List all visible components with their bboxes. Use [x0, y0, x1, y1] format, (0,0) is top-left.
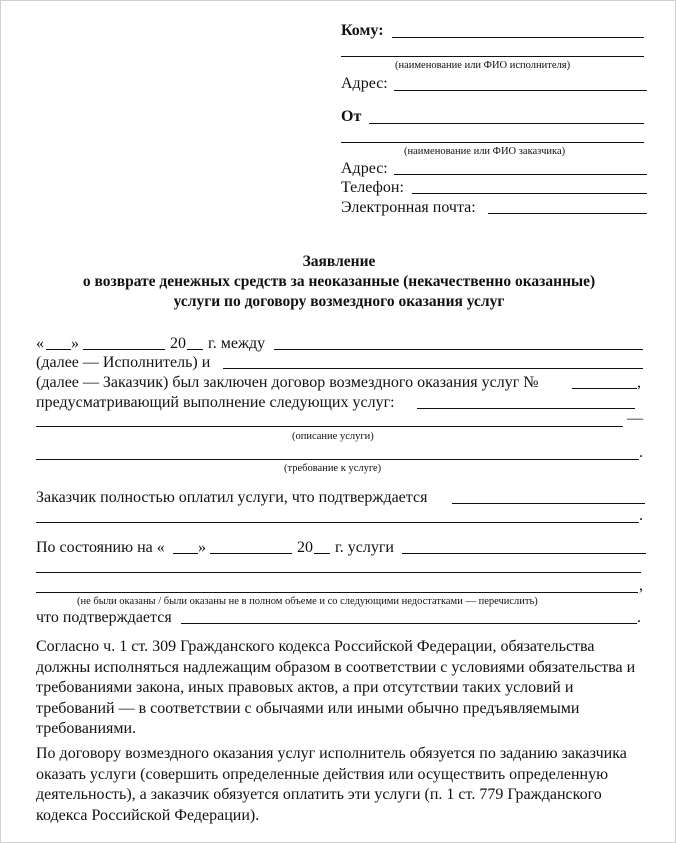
paid-text: Заказчик полностью оплатил услуги, что подтверждается	[36, 489, 428, 506]
dash: —	[627, 410, 643, 427]
customer-name-field[interactable]	[341, 142, 644, 143]
executor-caption: (наименование или ФИО исполнителя)	[395, 60, 571, 71]
executor-address-field[interactable]	[394, 90, 647, 91]
service-description-caption: (описание услуги)	[292, 431, 374, 442]
confirmed-period: .	[637, 609, 641, 626]
phone-field[interactable]	[412, 193, 647, 194]
customer-caption: (наименование или ФИО заказчика)	[404, 146, 566, 157]
customer-address-field[interactable]	[394, 174, 647, 175]
status-tail: г. услуги	[335, 539, 394, 556]
status-prefix: По состоянию на «	[36, 539, 165, 556]
payment-proof-field-2[interactable]	[36, 522, 639, 523]
confirmed-text: что подтверждается	[36, 609, 172, 626]
status-day-field[interactable]	[173, 553, 198, 554]
status-month-field[interactable]	[210, 553, 292, 554]
service-requirement-caption: (требование к услуге)	[284, 463, 382, 474]
to-label: Кому:	[341, 22, 384, 39]
from-label: От	[341, 108, 362, 125]
customer-party-field[interactable]	[223, 368, 643, 369]
service-requirement-field[interactable]	[36, 459, 639, 460]
status-field-1[interactable]	[402, 553, 646, 554]
phone-label: Телефон:	[341, 179, 404, 196]
date-quote-open: «	[36, 335, 44, 352]
payment-proof-field[interactable]	[452, 503, 645, 504]
document-title: Заявление	[302, 253, 376, 270]
between-label: г. между	[208, 335, 266, 352]
status-field-3[interactable]	[36, 592, 638, 593]
executor-name-field[interactable]	[341, 56, 644, 57]
status-year-prefix: 20	[297, 539, 313, 556]
executor-party-field[interactable]	[274, 349, 643, 350]
email-label: Электронная почта:	[341, 199, 476, 216]
status-comma: ,	[639, 577, 643, 594]
from-field[interactable]	[369, 123, 644, 124]
contract-comma: ,	[637, 374, 641, 391]
contract-day-field[interactable]	[46, 349, 71, 350]
service-description-field[interactable]	[36, 426, 623, 427]
document-subtitle-line2: услуги по договору возмездного оказания услуг	[173, 293, 505, 310]
contract-year-prefix: 20	[170, 335, 186, 352]
status-quote-close: »	[198, 539, 206, 556]
address-label-customer: Адрес:	[341, 160, 388, 177]
confirmation-field[interactable]	[181, 623, 637, 624]
date-quote-close: »	[71, 335, 79, 352]
period: .	[639, 444, 643, 461]
contract-text: (далее — Заказчик) был заключен договор возмездного оказания услуг №	[36, 374, 539, 391]
address-label-executor: Адрес:	[341, 75, 388, 92]
executor-ref-text: (далее — Исполнитель) и	[36, 354, 211, 371]
contract-month-field[interactable]	[83, 349, 165, 350]
services-text: предусматривающий выполнение следующих услуг:	[36, 394, 395, 411]
defects-caption: (не были оказаны / были оказаны не в полном объеме и со следующими недостатками — перечислить)	[77, 596, 538, 607]
contract-year-field[interactable]	[187, 349, 203, 350]
paragraph-civil-code-779: По договору возмездного оказания услуг исполнитель обязуется по заданию заказчика оказать услуги (совершить определенные действия или осуществить определенную деятельность), а заказчик обязуется оплатить эти услуги (п. 1 ст. 779 Гражданского кодекса Российской Федерации).	[36, 745, 627, 824]
status-year-field[interactable]	[314, 553, 330, 554]
contract-number-field[interactable]	[572, 388, 637, 389]
paragraph-civil-code-309: Согласно ч. 1 ст. 309 Гражданского кодекса Российской Федерации, обязательства должны исполняться надлежащим образом в соответствии с условиями обязательства и требованиями закона, иных правовых актов, а при отсутствии таких условий и требований — в соответствии с обычаями или иными обычно предъявляемыми требованиями.	[36, 638, 636, 737]
document-subtitle-line1: о возврате денежных средств за неоказанные (некачественно оказанные)	[82, 273, 596, 290]
status-field-2[interactable]	[36, 572, 641, 573]
paid-period: .	[639, 507, 643, 524]
services-field[interactable]	[417, 408, 635, 409]
to-field[interactable]	[392, 37, 644, 38]
email-field[interactable]	[488, 213, 647, 214]
